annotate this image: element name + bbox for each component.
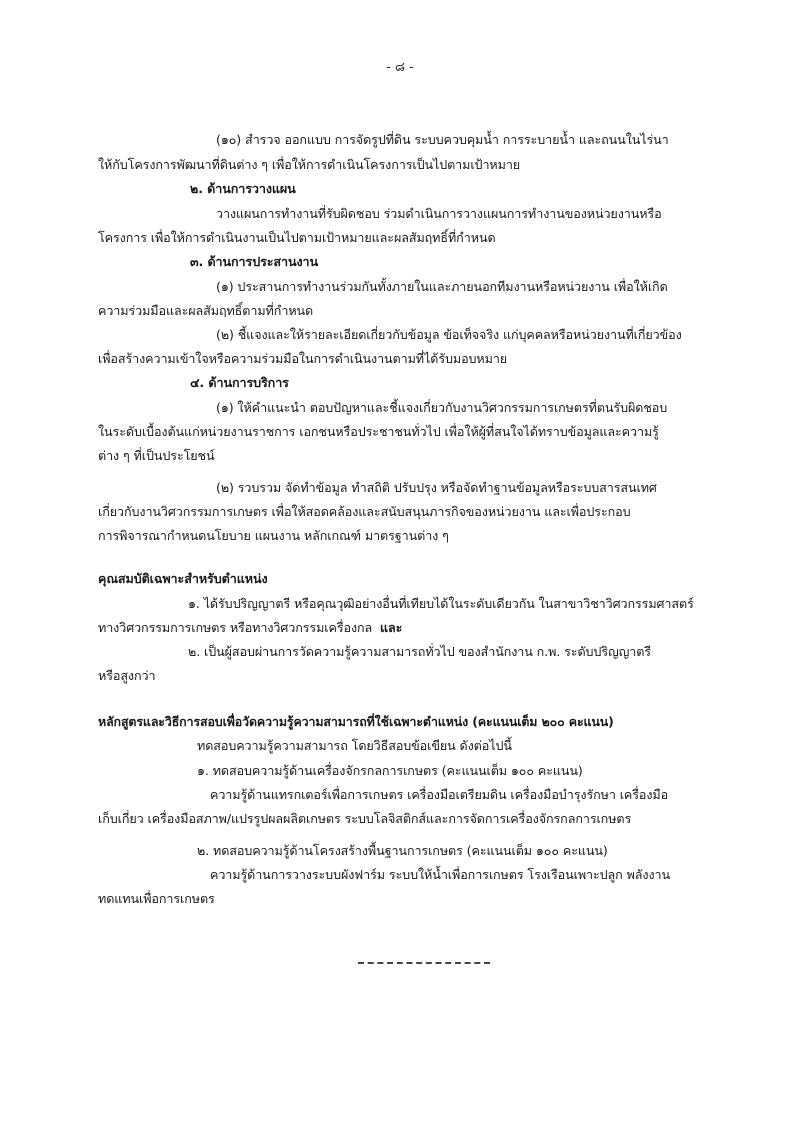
exam-item-1-line-2: เก็บเกี่ยว เครื่องมือสภาพ/แปรรูปผลผลิตเกษตร ระบบโลจิสติกส์และการจัดการเครื่องจักรกลการเกษตร (98, 811, 632, 826)
planning-line-2: โครงการ เพื่อให้การดำเนินงานเป็นไปตามเป้าหมายและผลสัมฤทธิ์ที่กำหนด (98, 230, 496, 245)
service-item-2-line-2: เกี่ยวกับงานวิศวกรรมการเกษตร เพื่อให้สอดคล้องและสนับสนุนภารกิจของหน่วยงาน และเพื่อประกอบ (98, 504, 631, 519)
service-item-1-line-2: ในระดับเบื้องต้นแก่หน่วยงานราชการ เอกชนหรือประชาชนทั่วไป เพื่อให้ผู้ที่สนใจได้ทราบข้อมูลและความรู้ (98, 424, 659, 439)
coordination-heading: ๓. ด้านการประสานงาน (190, 254, 319, 269)
service-item-2-line-3: การพิจารณากำหนดนโยบาย แผนงาน หลักเกณฑ์ มาตรฐานต่าง ๆ (98, 528, 449, 543)
service-item-1-line-3: ต่าง ๆ ที่เป็นประโยชน์ (98, 448, 215, 463)
exam-heading: หลักสูตรและวิธีการสอบเพื่อวัดความรู้ความสามารถที่ใช้เฉพาะตำแหน่ง (คะแนนเต็ม ๒๐๐ คะแนน) (98, 714, 614, 729)
service-heading: ๔. ด้านการบริการ (190, 375, 289, 390)
coordination-item-1-line-2: ความร่วมมือและผลสัมฤทธิ์ตามที่กำหนด (98, 303, 314, 318)
qualification-item-1-text: ทางวิศวกรรมการเกษตร หรือทางวิศวกรรมเครื่องกล (98, 620, 373, 635)
exam-item-1-line-1: ความรู้ด้านแทรกเตอร์เพื่อการเกษตร เครื่องมือเตรียมดิน เครื่องมือบำรุงรักษา เครื่องมือ (210, 787, 669, 802)
exam-item-1-title: ๑. ทดสอบความรู้ด้านเครื่องจักรกลการเกษตร (คะแนนเต็ม ๑๐๐ คะแนน) (197, 763, 583, 778)
duty-item-10-line-1: (๑๐) สำรวจ ออกแบบ การจัดรูปที่ดิน ระบบควบคุมน้ำ การระบายน้ำ และถนนในไร่นา (216, 132, 669, 147)
exam-item-2-line-1: ความรู้ด้านการวางระบบผังฟาร์ม ระบบให้น้ำเพื่อการเกษตร โรงเรือนเพาะปลูก พลังงาน (210, 867, 671, 882)
exam-item-2-title: ๒. ทดสอบความรู้ด้านโครงสร้างพื้นฐานการเกษตร (คะแนนเต็ม ๑๐๐ คะแนน) (197, 843, 608, 858)
qualification-item-2-line-1: ๒. เป็นผู้สอบผ่านการวัดความรู้ความสามารถทั่วไป ของสำนักงาน ก.พ. ระดับปริญญาตรี (188, 644, 651, 659)
qualification-and-keyword: และ (379, 620, 403, 635)
planning-heading: ๒. ด้านการวางแผน (190, 181, 296, 196)
exam-intro: ทดสอบความรู้ความสามารถ โดยวิธีสอบข้อเขียน ดังต่อไปนี้ (197, 738, 512, 753)
duty-item-10-line-2: ให้กับโครงการพัฒนาที่ดินต่าง ๆ เพื่อให้การดำเนินโครงการเป็นไปตามเป้าหมาย (98, 157, 521, 172)
qualification-item-1-line-1: ๑. ได้รับปริญญาตรี หรือคุณวุฒิอย่างอื่นที่เทียบได้ในระดับเดียวกัน ในสาขาวิชาวิศวกรรมศาสตร์ (188, 596, 694, 611)
end-divider (358, 962, 490, 964)
qualification-item-1-line-2 (98, 619, 402, 637)
exam-item-2-line-2: ทดแทนเพื่อการเกษตร (98, 891, 215, 906)
coordination-item-1-line-1: (๑) ประสานการทำงานร่วมกันทั้งภายในและภายนอกทีมงานหรือหน่วยงาน เพื่อให้เกิด (216, 279, 668, 294)
page-number: - ๘ - (386, 60, 414, 75)
coordination-item-2-line-1: (๒) ชี้แจงและให้รายละเอียดเกี่ยวกับข้อมูล ข้อเท็จจริง แก่บุคคลหรือหน่วยงานที่เกี่ยวข้อง (216, 327, 682, 342)
qualification-item-2-line-2: หรือสูงกว่า (98, 668, 156, 683)
planning-line-1: วางแผนการทำงานที่รับผิดชอบ ร่วมดำเนินการวางแผนการทำงานของหน่วยงานหรือ (216, 206, 662, 221)
coordination-item-2-line-2: เพื่อสร้างความเข้าใจหรือความร่วมมือในการดำเนินงานตามที่ได้รับมอบหมาย (98, 351, 508, 366)
service-item-1-line-1: (๑) ให้คำแนะนำ ตอบปัญหาและชี้แจงเกี่ยวกับงานวิศวกรรมการเกษตรที่ตนรับผิดชอบ (216, 400, 668, 415)
qualifications-heading: คุณสมบัติเฉพาะสำหรับตำแหน่ง (98, 571, 268, 586)
service-item-2-line-1: (๒) รวบรวม จัดทำข้อมูล ทำสถิติ ปรับปรุง หรือจัดทำฐานข้อมูลหรือระบบสารสนเทศ (216, 480, 657, 495)
